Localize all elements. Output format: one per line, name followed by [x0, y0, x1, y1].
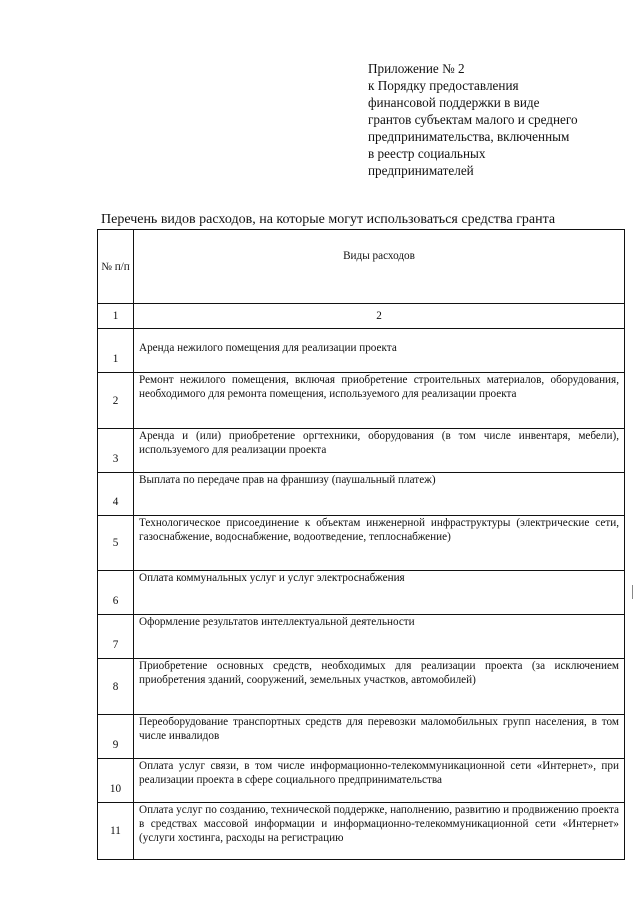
table-row — [98, 715, 625, 759]
row-text: Переоборудование транспортных средств для перевозки маломобильных групп населения, в том числе инвалидов — [134, 715, 625, 759]
row-num: 1 — [98, 329, 134, 373]
header-num: № п/п — [98, 230, 134, 304]
table-header-row — [98, 230, 625, 304]
table-row — [98, 759, 625, 803]
row-text: Оформление результатов интеллектуальной деятельности — [134, 615, 625, 659]
row-num: 7 — [98, 615, 134, 659]
appendix-line: грантов субъектам малого и среднего — [368, 112, 578, 127]
table-row — [98, 516, 625, 571]
row-num: 4 — [98, 473, 134, 516]
table-row — [98, 803, 625, 860]
appendix-block — [368, 60, 618, 179]
table-row — [98, 615, 625, 659]
row-num: 5 — [98, 516, 134, 571]
col-number-1: 1 — [98, 304, 134, 329]
row-text: Аренда и (или) приобретение оргтехники, оборудования (в том числе инвентаря, мебели), используемого для реализации проекта — [134, 429, 625, 473]
row-text: Технологическое присоединение к объектам инженерной инфраструктуры (электрические сети, газоснабжение, водоснабжение, водоотведение, теплоснабжение) — [134, 516, 625, 571]
row-num: 6 — [98, 571, 134, 615]
row-text: Оплата услуг связи, в том числе информационно-телекоммуникационной сети «Интернет», при реализации проекта в сфере социального предпринимательства — [134, 759, 625, 803]
appendix-line: финансовой поддержки в виде — [368, 95, 540, 110]
table-row — [98, 571, 625, 615]
row-num: 11 — [98, 803, 134, 860]
appendix-line: Приложение № 2 — [368, 61, 465, 76]
row-text: Оплата коммунальных услуг и услуг электроснабжения — [134, 571, 625, 615]
scan-edge-mark — [632, 585, 633, 599]
row-text: Оплата услуг по созданию, технической поддержке, наполнению, развитию и продвижению проекта в средствах массовой информации и информационно-телекоммуникационной сети «Интернет» (услуги хостинга, расходы на регистрацию — [134, 803, 625, 860]
table-row — [98, 373, 625, 429]
row-text: Ремонт нежилого помещения, включая приобретение строительных материалов, оборудования, необходимого для ремонта помещения, используемого для реализации проекта — [134, 373, 625, 429]
expenses-table — [97, 229, 625, 860]
document-title: Перечень видов расходов, на которые могут использоваться средства гранта — [101, 212, 556, 227]
row-text: Приобретение основных средств, необходимых для реализации проекта (за исключением приобретения зданий, сооружений, земельных участков, автомобилей) — [134, 659, 625, 715]
appendix-line: предпринимательства, включенным — [368, 129, 570, 144]
header-desc: Виды расходов — [134, 230, 625, 304]
table-row — [98, 429, 625, 473]
row-num: 9 — [98, 715, 134, 759]
table-row — [98, 473, 625, 516]
appendix-line: в реестр социальных — [368, 146, 486, 161]
column-numbers-row — [98, 304, 625, 329]
table-row — [98, 659, 625, 715]
row-num: 8 — [98, 659, 134, 715]
row-num: 10 — [98, 759, 134, 803]
row-num: 3 — [98, 429, 134, 473]
row-num: 2 — [98, 373, 134, 429]
row-text: Аренда нежилого помещения для реализации проекта — [134, 329, 625, 373]
appendix-line: предпринимателей — [368, 163, 474, 178]
appendix-line: к Порядку предоставления — [368, 78, 519, 93]
table-row — [98, 329, 625, 373]
col-number-2: 2 — [134, 304, 625, 329]
row-text: Выплата по передаче прав на франшизу (паушальный платеж) — [134, 473, 625, 516]
